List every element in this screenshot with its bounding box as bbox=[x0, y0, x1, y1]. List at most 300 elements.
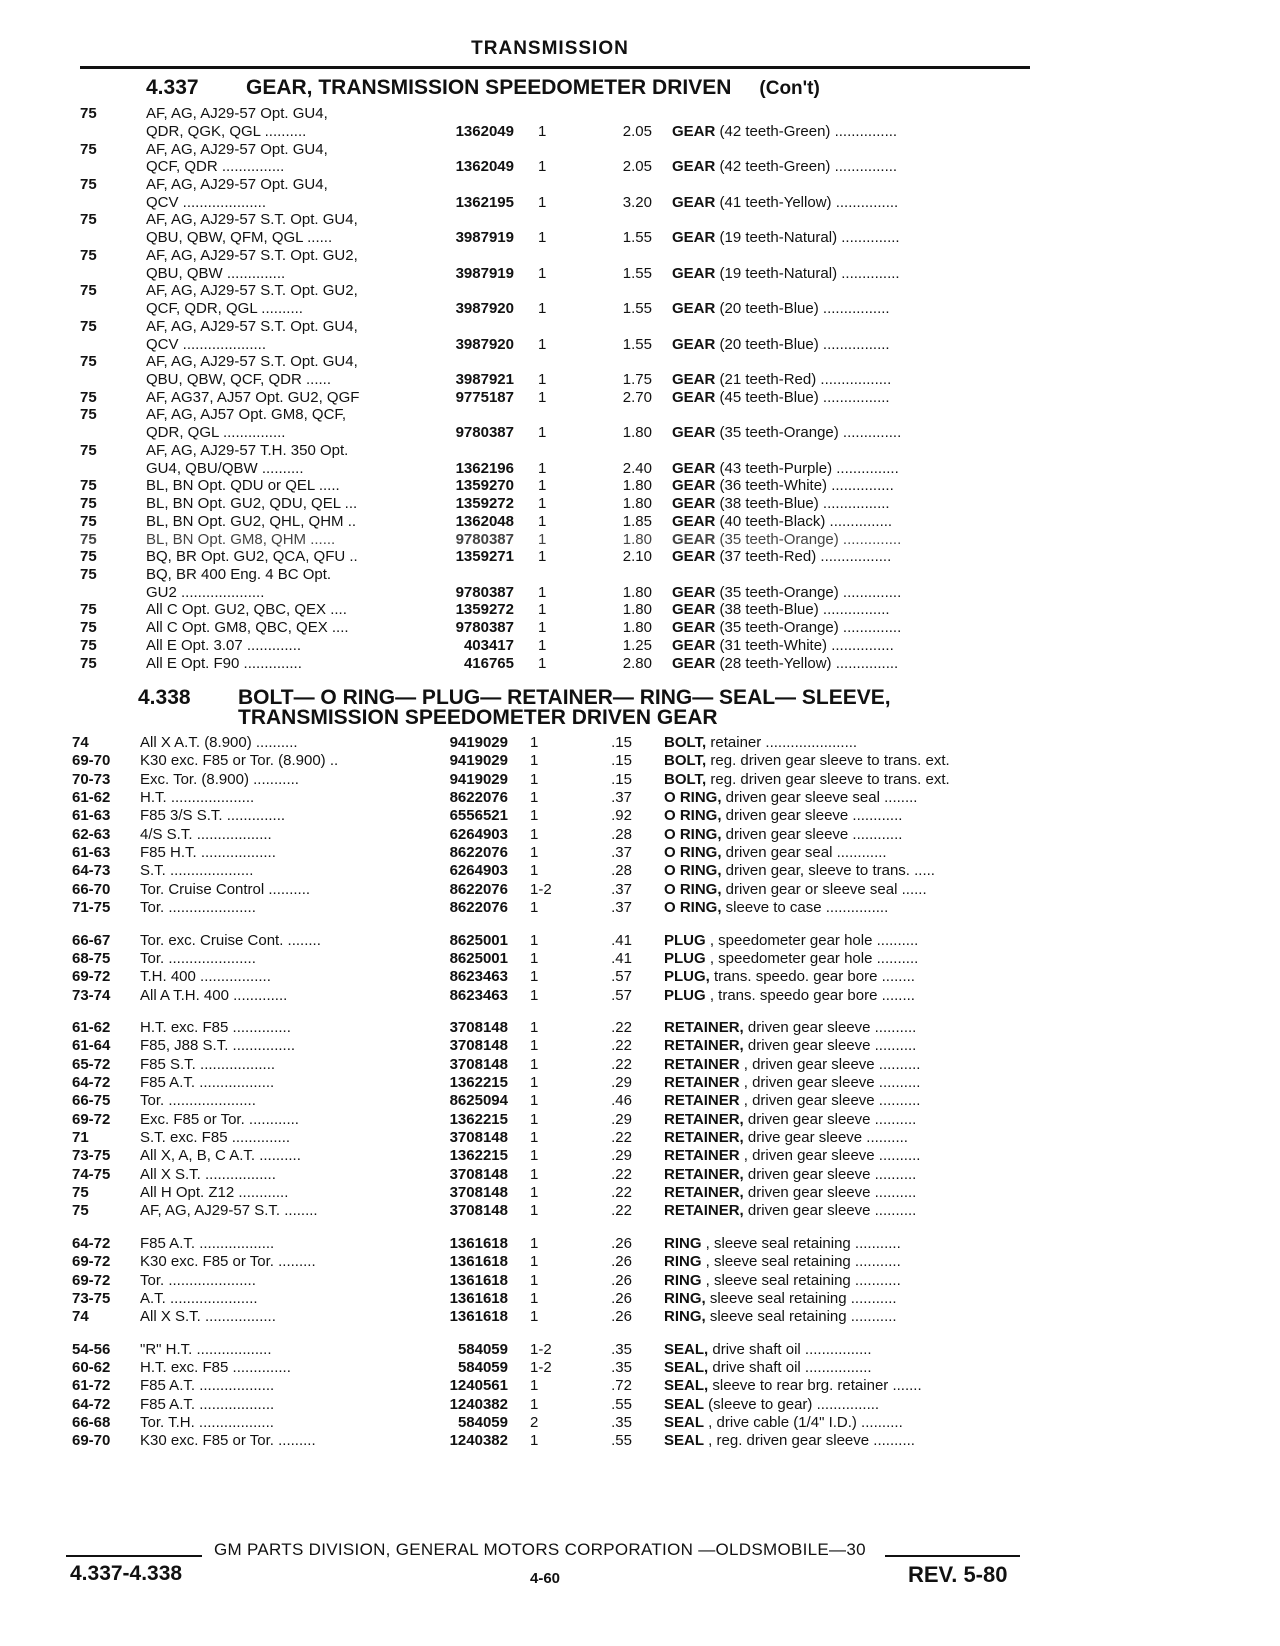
part-number-cell: 416765 bbox=[463, 654, 514, 672]
part-name: RETAINER, bbox=[664, 1184, 744, 1202]
description-cell bbox=[664, 1165, 916, 1184]
part-description: driven gear sleeve .......... bbox=[743, 1184, 917, 1202]
price-cell: .35 bbox=[611, 1358, 632, 1376]
quantity-cell: 1-2 bbox=[530, 1340, 552, 1358]
quantity-cell: 1 bbox=[538, 477, 547, 495]
application-cell: BL, BN Opt. QDU or QEL ..... bbox=[146, 477, 340, 495]
part-name: GEAR bbox=[672, 370, 716, 388]
year-cell: 66-75 bbox=[72, 1092, 111, 1110]
section-number: 4.338 bbox=[138, 686, 191, 709]
part-description: (sleeve to gear) ............... bbox=[704, 1395, 880, 1413]
part-number-cell: 9775187 bbox=[455, 388, 514, 406]
quantity-cell: 1 bbox=[530, 1234, 539, 1252]
parts-row bbox=[0, 140, 1280, 159]
year-cell: 69-70 bbox=[72, 752, 111, 770]
quantity-cell: 1 bbox=[538, 229, 547, 247]
part-name: RING, bbox=[664, 1308, 706, 1326]
application-cell: AF, AG, AJ29-57 S.T. Opt. GU4, bbox=[146, 353, 358, 371]
price-cell: .57 bbox=[611, 968, 632, 986]
quantity-cell: 1 bbox=[530, 1308, 539, 1326]
parts-row bbox=[0, 388, 1280, 407]
quantity-cell: 1 bbox=[530, 1165, 539, 1183]
part-name: RETAINER bbox=[664, 1074, 740, 1091]
part-name: GEAR bbox=[672, 601, 716, 619]
part-description: (36 teeth-White) ............... bbox=[715, 477, 894, 495]
description-cell bbox=[664, 806, 902, 825]
application-cell: F85 S.T. .................. bbox=[140, 1055, 276, 1073]
parts-row bbox=[0, 104, 1280, 123]
footer-page-number: 4-60 bbox=[529, 1570, 561, 1587]
part-name: GEAR bbox=[672, 388, 716, 406]
price-cell: .41 bbox=[611, 949, 632, 967]
parts-row bbox=[0, 459, 1280, 478]
part-description: driven gear sleeve ............ bbox=[721, 825, 903, 843]
year-cell: 74 bbox=[72, 734, 89, 751]
parts-row bbox=[0, 861, 1280, 880]
description-cell bbox=[672, 193, 898, 212]
description-cell bbox=[664, 733, 857, 752]
part-number-cell: 9780387 bbox=[455, 583, 514, 601]
description-cell bbox=[664, 1055, 920, 1074]
parts-row bbox=[0, 352, 1280, 371]
quantity-cell: 1 bbox=[530, 1395, 539, 1413]
quantity-cell: 1 bbox=[530, 1110, 539, 1128]
application-cell: All X S.T. ................. bbox=[140, 1308, 276, 1326]
year-cell: 54-56 bbox=[72, 1340, 111, 1358]
application-cell: AF, AG, AJ29-57 S.T. Opt. GU4, bbox=[146, 317, 358, 335]
parts-row bbox=[0, 1110, 1280, 1129]
part-name: GEAR bbox=[672, 619, 716, 637]
part-number-cell: 6264903 bbox=[449, 825, 508, 843]
quantity-cell: 1 bbox=[530, 825, 539, 843]
quantity-cell: 1 bbox=[530, 862, 539, 880]
part-description: , drive cable (1/4" I.D.) .......... bbox=[704, 1413, 903, 1431]
price-cell: 1.80 bbox=[622, 424, 652, 442]
part-description: sleeve to rear brg. retainer ....... bbox=[708, 1377, 922, 1395]
application-cell: BL, BN Opt. GU2, QHL, QHM .. bbox=[146, 512, 357, 530]
year-cell: 71 bbox=[72, 1129, 89, 1146]
year-cell: 60-62 bbox=[72, 1358, 111, 1376]
year-cell: 75 bbox=[80, 495, 97, 513]
parts-row bbox=[0, 317, 1280, 336]
description-cell bbox=[664, 1234, 901, 1253]
application-cell: All H Opt. Z12 ............ bbox=[140, 1184, 289, 1202]
part-name: RETAINER, bbox=[664, 1202, 744, 1220]
part-number-cell: 1362048 bbox=[455, 512, 514, 530]
description-cell bbox=[672, 157, 897, 176]
quantity-cell: 1 bbox=[530, 752, 539, 770]
quantity-cell: 1 bbox=[538, 548, 547, 566]
parts-row bbox=[0, 264, 1280, 283]
part-number-cell: 403417 bbox=[463, 636, 514, 654]
part-number-cell: 8622076 bbox=[449, 789, 508, 807]
part-number-cell: 3708148 bbox=[449, 1018, 508, 1036]
year-cell: 61-63 bbox=[72, 807, 111, 825]
quantity-cell: 1 bbox=[530, 1147, 539, 1165]
part-description: reg. driven gear sleeve to trans. ext. bbox=[706, 770, 950, 788]
part-description: (43 teeth-Purple) ............... bbox=[715, 459, 899, 477]
price-cell: .92 bbox=[611, 807, 632, 825]
parts-row bbox=[0, 618, 1280, 637]
price-cell: .22 bbox=[611, 1184, 632, 1202]
part-name: O RING, bbox=[664, 825, 722, 843]
application-cell: Tor. ..................... bbox=[140, 1271, 256, 1289]
price-cell: .28 bbox=[611, 825, 632, 843]
year-cell: 75 bbox=[80, 388, 97, 406]
application-cell: GU2 .................... bbox=[146, 583, 265, 601]
part-description: driven gear seal ............ bbox=[721, 844, 887, 862]
part-name: SEAL, bbox=[664, 1340, 709, 1358]
quantity-cell: 1 bbox=[538, 264, 547, 282]
part-number-cell: 3708148 bbox=[449, 1165, 508, 1183]
parts-row bbox=[0, 1431, 1280, 1450]
part-name: O RING, bbox=[664, 789, 722, 807]
part-number-cell: 8622076 bbox=[449, 880, 508, 898]
parts-row bbox=[0, 1358, 1280, 1377]
parts-row bbox=[0, 1036, 1280, 1055]
description-cell bbox=[664, 1018, 916, 1037]
section-heading bbox=[138, 688, 891, 728]
quantity-cell: 1 bbox=[538, 495, 547, 513]
part-description: sleeve seal retaining ........... bbox=[705, 1289, 897, 1307]
part-description: (41 teeth-Yellow) ............... bbox=[715, 193, 899, 211]
price-cell: 1.80 bbox=[622, 619, 652, 637]
part-number-cell: 9419029 bbox=[449, 770, 508, 788]
application-cell: Tor. exc. Cruise Cont. ........ bbox=[140, 931, 321, 949]
part-description: sleeve to case ............... bbox=[721, 899, 889, 917]
description-cell bbox=[664, 1395, 879, 1414]
application-cell: All C Opt. GU2, QBC, QEX .... bbox=[146, 601, 347, 619]
quantity-cell: 1 bbox=[538, 388, 547, 406]
description-cell bbox=[664, 880, 927, 899]
year-cell: 64-72 bbox=[72, 1395, 111, 1413]
quantity-cell: 1 bbox=[538, 512, 547, 530]
price-cell: .35 bbox=[611, 1413, 632, 1431]
application-cell: Tor. ..................... bbox=[140, 949, 256, 967]
part-number-cell: 8622076 bbox=[449, 844, 508, 862]
part-name: SEAL, bbox=[664, 1377, 709, 1395]
part-name: SEAL bbox=[664, 1395, 705, 1413]
part-number-cell: 8625094 bbox=[449, 1092, 508, 1110]
quantity-cell: 1 bbox=[530, 734, 539, 751]
part-description: (38 teeth-Blue) ................ bbox=[715, 601, 890, 619]
part-number-cell: 1362196 bbox=[455, 459, 514, 477]
parts-row bbox=[0, 530, 1280, 549]
price-cell: 2.40 bbox=[622, 459, 652, 477]
description-cell bbox=[672, 370, 891, 389]
application-cell: F85 3/S S.T. .............. bbox=[140, 807, 286, 825]
quantity-cell: 1 bbox=[538, 424, 547, 442]
part-number-cell: 584059 bbox=[457, 1340, 508, 1358]
quantity-cell: 1 bbox=[530, 1092, 539, 1110]
part-number-cell: 9780387 bbox=[455, 619, 514, 637]
application-cell: QCF, QDR, QGL .......... bbox=[146, 300, 303, 317]
application-cell: Tor. T.H. .................. bbox=[140, 1413, 274, 1431]
year-cell: 75 bbox=[80, 636, 97, 654]
part-description: driven gear sleeve ............ bbox=[721, 807, 903, 825]
year-cell: 73-75 bbox=[72, 1147, 111, 1165]
application-cell: Tor. ..................... bbox=[140, 899, 256, 917]
year-cell: 75 bbox=[80, 246, 97, 264]
price-cell: 1.55 bbox=[622, 335, 652, 353]
parts-row bbox=[0, 600, 1280, 619]
part-number-cell: 3708148 bbox=[449, 1184, 508, 1202]
year-cell: 62-63 bbox=[72, 825, 111, 843]
year-cell: 66-68 bbox=[72, 1413, 111, 1431]
quantity-cell: 1 bbox=[530, 1271, 539, 1289]
application-cell: QBU, QBW, QFM, QGL ...... bbox=[146, 229, 333, 247]
application-cell: F85 A.T. .................. bbox=[140, 1377, 275, 1395]
application-cell: AF, AG37, AJ57 Opt. GU2, QGF bbox=[146, 388, 360, 406]
description-cell bbox=[664, 1340, 872, 1359]
quantity-cell: 1 bbox=[530, 844, 539, 862]
description-cell bbox=[672, 530, 901, 549]
part-description: (35 teeth-Orange) .............. bbox=[715, 424, 902, 442]
year-cell: 75 bbox=[80, 512, 97, 530]
quantity-cell: 1 bbox=[538, 158, 547, 176]
price-cell: 1.55 bbox=[622, 264, 652, 282]
price-cell: .57 bbox=[611, 986, 632, 1004]
parts-row bbox=[0, 157, 1280, 176]
parts-row bbox=[0, 476, 1280, 495]
description-cell bbox=[672, 636, 894, 655]
part-description: (38 teeth-Blue) ................ bbox=[715, 495, 890, 513]
part-number-cell: 1362215 bbox=[449, 1147, 508, 1165]
quantity-cell: 1 bbox=[530, 1129, 539, 1146]
year-cell: 69-72 bbox=[72, 1253, 111, 1271]
part-name: RING bbox=[664, 1271, 702, 1289]
part-number-cell: 8623463 bbox=[449, 986, 508, 1004]
year-cell: 66-67 bbox=[72, 931, 111, 949]
description-cell bbox=[664, 1376, 922, 1395]
price-cell: .26 bbox=[611, 1308, 632, 1326]
part-description: , driven gear sleeve .......... bbox=[739, 1055, 921, 1073]
quantity-cell: 1 bbox=[538, 654, 547, 672]
price-cell: .35 bbox=[611, 1340, 632, 1358]
application-cell: H.T. exc. F85 .............. bbox=[140, 1018, 291, 1036]
parts-row bbox=[0, 843, 1280, 862]
quantity-cell: 1 bbox=[538, 335, 547, 353]
application-cell: BQ, BR 400 Eng. 4 BC Opt. bbox=[146, 566, 332, 583]
year-cell: 75 bbox=[80, 282, 97, 300]
part-number-cell: 1359272 bbox=[455, 601, 514, 619]
price-cell: 1.55 bbox=[622, 229, 652, 247]
application-cell: QCV .................... bbox=[146, 335, 267, 353]
description-cell bbox=[672, 494, 890, 513]
description-cell bbox=[664, 1073, 920, 1092]
part-name: GEAR bbox=[672, 264, 716, 282]
parts-row bbox=[0, 1376, 1280, 1395]
footer-rule-right bbox=[885, 1555, 1020, 1557]
part-description: sleeve seal retaining ........... bbox=[705, 1308, 897, 1326]
parts-row bbox=[0, 1252, 1280, 1271]
part-number-cell: 9419029 bbox=[449, 752, 508, 770]
parts-row bbox=[0, 1073, 1280, 1092]
parts-row bbox=[0, 1395, 1280, 1414]
application-cell: AF, AG, AJ29-57 S.T. Opt. GU4, bbox=[146, 211, 358, 229]
parts-row bbox=[0, 1018, 1280, 1037]
part-name: GEAR bbox=[672, 158, 716, 176]
part-description: , trans. speedo gear bore ........ bbox=[705, 986, 915, 1004]
parts-row bbox=[0, 1340, 1280, 1359]
parts-row bbox=[0, 880, 1280, 899]
part-number-cell: 3987920 bbox=[455, 335, 514, 353]
year-cell: 75 bbox=[80, 601, 97, 619]
quantity-cell: 1 bbox=[538, 583, 547, 601]
description-cell bbox=[672, 459, 899, 478]
price-cell: 2.10 bbox=[622, 548, 652, 566]
application-cell: AF, AG, AJ29-57 Opt. GU4, bbox=[146, 105, 328, 122]
description-cell bbox=[672, 299, 890, 318]
quantity-cell: 1 bbox=[538, 636, 547, 654]
price-cell: 1.85 bbox=[622, 512, 652, 530]
application-cell: All E Opt. F90 .............. bbox=[146, 654, 302, 672]
parts-row bbox=[0, 931, 1280, 950]
parts-row bbox=[0, 335, 1280, 354]
part-description: , speedometer gear hole .......... bbox=[705, 949, 919, 967]
price-cell: 1.25 bbox=[622, 636, 652, 654]
application-cell: F85 A.T. .................. bbox=[140, 1234, 275, 1252]
section-title-line2: TRANSMISSION SPEEDOMETER DRIVEN GEAR bbox=[238, 706, 718, 729]
year-cell: 75 bbox=[80, 619, 97, 637]
price-cell: .22 bbox=[611, 1202, 632, 1220]
part-name: RING bbox=[664, 1253, 702, 1271]
parts-row bbox=[0, 423, 1280, 442]
parts-row bbox=[0, 1289, 1280, 1308]
parts-row bbox=[0, 967, 1280, 986]
part-description: , sleeve seal retaining ........... bbox=[701, 1253, 901, 1271]
part-number-cell: 1362215 bbox=[449, 1074, 508, 1091]
application-cell: GU4, QBU/QBW .......... bbox=[146, 459, 304, 477]
year-cell: 64-73 bbox=[72, 862, 111, 880]
description-cell bbox=[664, 1201, 916, 1220]
application-cell: QDR, QGK, QGL .......... bbox=[146, 122, 307, 140]
section-number: 4.337 bbox=[146, 76, 199, 99]
part-name: GEAR bbox=[672, 530, 716, 548]
application-cell: Exc. Tor. (8.900) ........... bbox=[140, 770, 299, 788]
part-number-cell: 3987919 bbox=[455, 229, 514, 247]
part-number-cell: 1362049 bbox=[455, 122, 514, 140]
price-cell: 1.75 bbox=[622, 370, 652, 388]
parts-row bbox=[0, 441, 1280, 460]
part-description: (28 teeth-Yellow) ............... bbox=[715, 654, 899, 672]
application-cell: AF, AG, AJ29-57 T.H. 350 Opt. bbox=[146, 441, 349, 459]
application-cell: AF, AG, AJ29-57 Opt. GU4, bbox=[146, 175, 328, 193]
price-cell: .29 bbox=[611, 1110, 632, 1128]
year-cell: 64-72 bbox=[72, 1074, 111, 1091]
part-name: SEAL, bbox=[664, 1358, 709, 1376]
part-description: (35 teeth-Orange) .............. bbox=[715, 530, 902, 548]
application-cell: K30 exc. F85 or Tor. ......... bbox=[140, 1432, 316, 1450]
description-cell bbox=[672, 618, 901, 637]
price-cell: .46 bbox=[611, 1092, 632, 1110]
quantity-cell: 1 bbox=[538, 530, 547, 548]
quantity-cell: 1 bbox=[530, 1377, 539, 1395]
description-cell bbox=[664, 898, 888, 917]
year-cell: 75 bbox=[80, 211, 97, 229]
parts-row bbox=[0, 1128, 1280, 1147]
description-cell bbox=[664, 1271, 901, 1290]
part-description: , sleeve seal retaining ........... bbox=[701, 1234, 901, 1252]
price-cell: .55 bbox=[611, 1395, 632, 1413]
year-cell: 64-72 bbox=[72, 1234, 111, 1252]
year-cell: 75 bbox=[72, 1202, 89, 1220]
description-cell bbox=[664, 1252, 901, 1271]
price-cell: .37 bbox=[611, 789, 632, 807]
part-name: BOLT, bbox=[664, 770, 707, 788]
application-cell: QDR, QGL ............... bbox=[146, 424, 286, 442]
description-cell bbox=[664, 931, 918, 950]
parts-row bbox=[0, 751, 1280, 770]
price-cell: .29 bbox=[611, 1147, 632, 1165]
quantity-cell: 1 bbox=[530, 789, 539, 807]
price-cell: .29 bbox=[611, 1074, 632, 1091]
part-number-cell: 8625001 bbox=[449, 931, 508, 949]
quantity-cell: 1 bbox=[530, 1432, 539, 1450]
part-name: RETAINER bbox=[664, 1092, 740, 1110]
parts-row bbox=[0, 1413, 1280, 1432]
price-cell: .22 bbox=[611, 1037, 632, 1055]
part-number-cell: 1361618 bbox=[449, 1271, 508, 1289]
description-cell bbox=[672, 512, 892, 531]
application-cell: QCF, QDR ............... bbox=[146, 158, 285, 176]
description-cell bbox=[664, 1307, 897, 1326]
parts-row bbox=[0, 986, 1280, 1005]
part-description: (19 teeth-Natural) .............. bbox=[715, 264, 900, 282]
part-name: RETAINER, bbox=[664, 1037, 744, 1055]
parts-row bbox=[0, 1234, 1280, 1253]
application-cell: QBU, QBW, QCF, QDR ...... bbox=[146, 370, 332, 388]
application-cell: S.T. .................... bbox=[140, 862, 254, 880]
parts-row bbox=[0, 210, 1280, 229]
part-description: driven gear, sleeve to trans. ..... bbox=[721, 862, 935, 880]
footer-revision: REV. 5-80 bbox=[908, 1562, 1008, 1587]
part-name: PLUG bbox=[664, 931, 706, 949]
application-cell: AF, AG, AJ57 Opt. GM8, QCF, bbox=[146, 406, 347, 424]
price-cell: .41 bbox=[611, 931, 632, 949]
price-cell: .22 bbox=[611, 1055, 632, 1073]
part-name: RING, bbox=[664, 1289, 706, 1307]
part-number-cell: 1361618 bbox=[449, 1234, 508, 1252]
quantity-cell: 1 bbox=[538, 300, 547, 317]
quantity-cell: 1 bbox=[530, 1202, 539, 1220]
part-number-cell: 1361618 bbox=[449, 1253, 508, 1271]
part-number-cell: 1362049 bbox=[455, 158, 514, 176]
application-cell: AF, AG, AJ29-57 Opt. GU4, bbox=[146, 140, 328, 158]
part-name: BOLT, bbox=[664, 752, 707, 770]
application-cell: K30 exc. F85 or Tor. ......... bbox=[140, 1253, 316, 1271]
year-cell: 61-62 bbox=[72, 1018, 111, 1036]
price-cell: 1.55 bbox=[622, 300, 652, 317]
part-description: driven gear sleeve .......... bbox=[743, 1110, 917, 1128]
year-cell: 70-73 bbox=[72, 770, 111, 788]
part-number-cell: 6264903 bbox=[449, 862, 508, 880]
part-number-cell: 1359272 bbox=[455, 495, 514, 513]
parts-row bbox=[0, 494, 1280, 513]
application-cell: All X S.T. ................. bbox=[140, 1165, 276, 1183]
parts-row bbox=[0, 547, 1280, 566]
part-name: O RING, bbox=[664, 844, 722, 862]
part-number-cell: 3987921 bbox=[455, 370, 514, 388]
description-cell bbox=[664, 788, 917, 807]
description-cell bbox=[664, 986, 915, 1005]
description-cell bbox=[672, 228, 900, 247]
description-cell bbox=[672, 264, 900, 283]
price-cell: 1.80 bbox=[622, 495, 652, 513]
year-cell: 75 bbox=[80, 175, 97, 193]
year-cell: 75 bbox=[80, 566, 97, 583]
parts-row bbox=[0, 512, 1280, 531]
